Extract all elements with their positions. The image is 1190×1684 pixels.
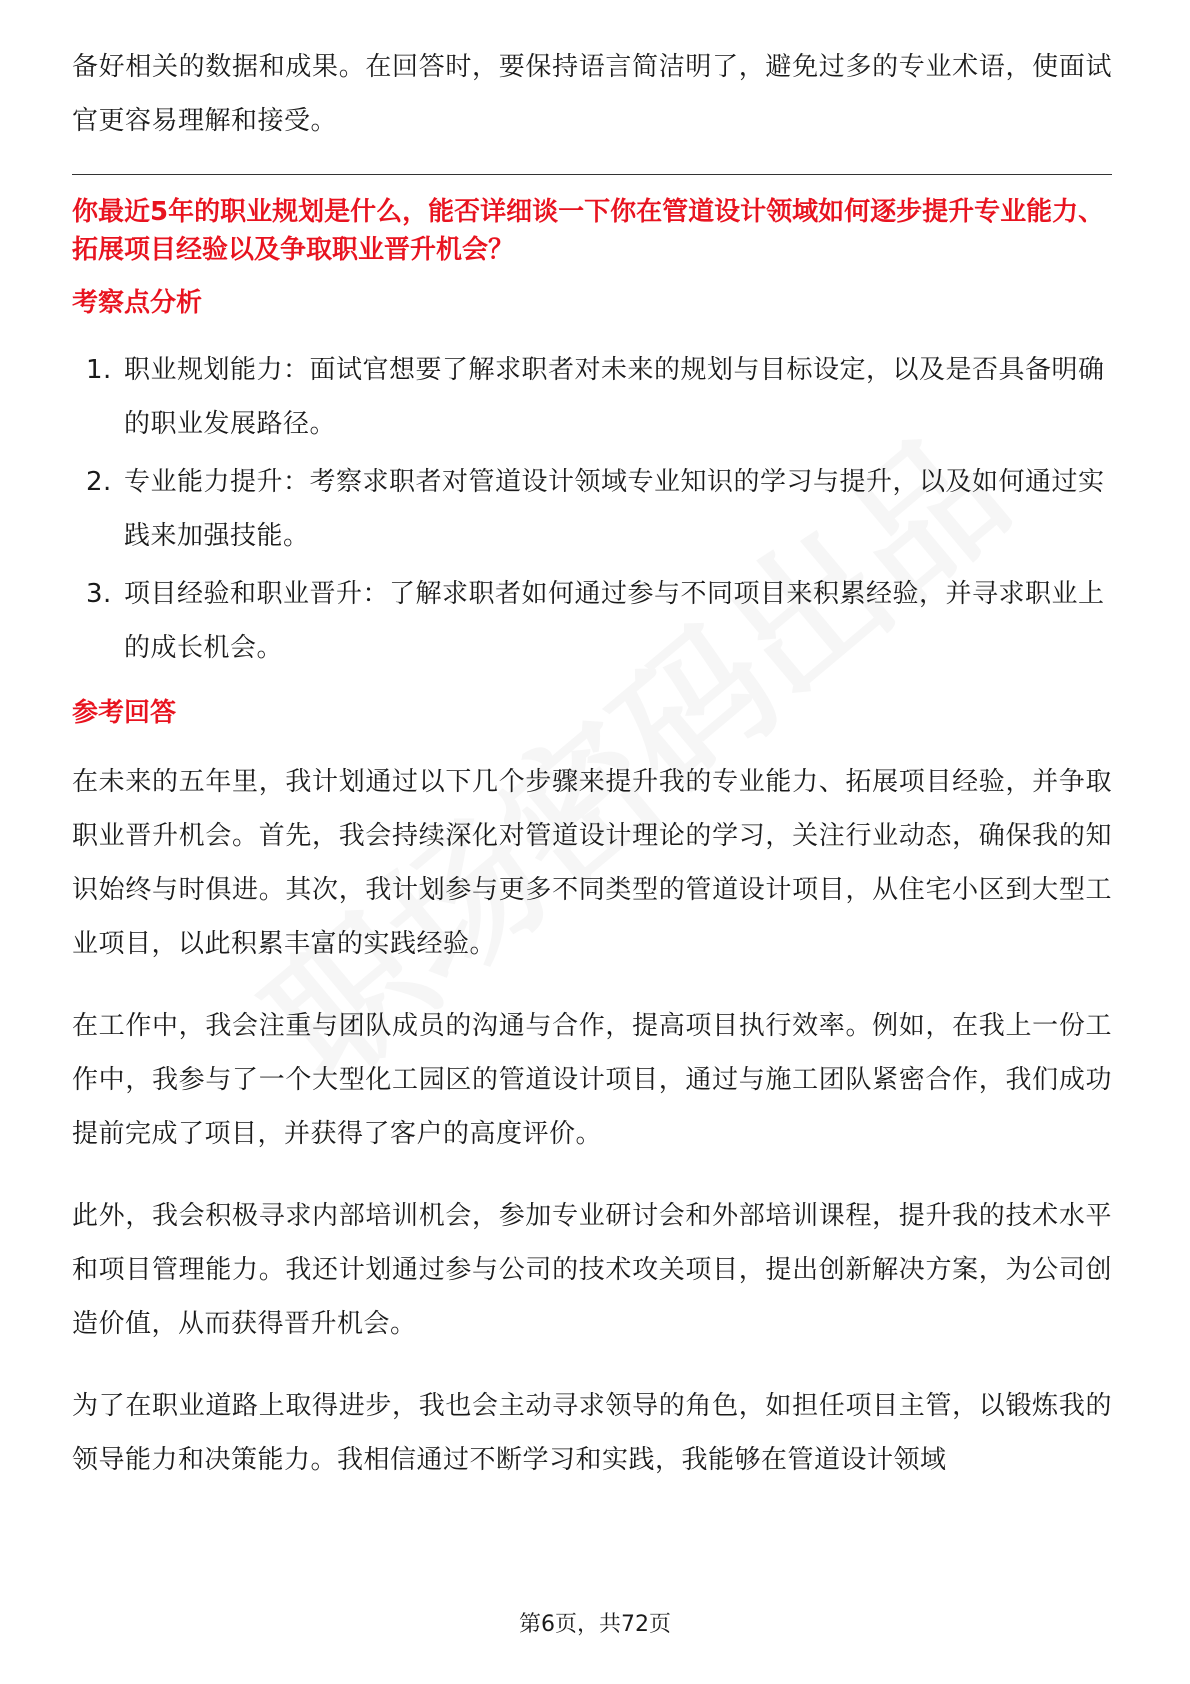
analysis-list xyxy=(72,343,1112,675)
list-item-number: 2. xyxy=(86,467,112,497)
answer-paragraph-2: 在工作中，我会注重与团队成员的沟通与合作，提高项目执行效率。例如，在我上一份工作中，我参与了一个大型化工园区的管道设计项目，通过与施工团队紧密合作，我们成功提前完成了项目，并获得了客户的高度评价。 xyxy=(72,1011,1112,1149)
interview-question: 你最近5年的职业规划是什么，能否详细谈一下你在管道设计领域如何逐步提升专业能力、拓展项目经验以及争取职业晋升机会？ xyxy=(72,197,1105,265)
list-item xyxy=(72,567,1112,675)
answer-paragraph-3: 此外，我会积极寻求内部培训机会，参加专业研讨会和外部培训课程，提升我的技术水平和项目管理能力。我还计划通过参与公司的技术攻关项目，提出创新解决方案，为公司创造价值，从而获得晋升机会。 xyxy=(72,1201,1112,1339)
page-number: 第6页，共72页 xyxy=(519,1612,671,1637)
list-item xyxy=(72,455,1112,563)
list-item-text: 职业规划能力：面试官想要了解求职者对未来的规划与目标设定，以及是否具备明确的职业发展路径。 xyxy=(124,355,1105,439)
intro-paragraph: 备好相关的数据和成果。在回答时，要保持语言简洁明了，避免过多的专业术语，使面试官更容易理解和接受。 xyxy=(72,52,1112,136)
answer-paragraph-1: 在未来的五年里，我计划通过以下几个步骤来提升我的专业能力、拓展项目经验，并争取职业晋升机会。首先，我会持续深化对管道设计理论的学习，关注行业动态，确保我的知识始终与时俱进。其次，我计划参与更多不同类型的管道设计项目，从住宅小区到大型工业项目，以此积累丰富的实践经验。 xyxy=(72,767,1112,959)
analysis-heading: 考察点分析 xyxy=(72,288,203,318)
list-item-number: 1. xyxy=(86,355,112,385)
list-item-text: 项目经验和职业晋升：了解求职者如何通过参与不同项目来积累经验，并寻求职业上的成长机会。 xyxy=(124,579,1105,663)
answer-paragraph-4: 为了在职业道路上取得进步，我也会主动寻求领导的角色，如担任项目主管，以锻炼我的领导能力和决策能力。我相信通过不断学习和实践，我能够在管道设计领域 xyxy=(72,1391,1112,1475)
page-content xyxy=(72,40,1112,1487)
section-divider xyxy=(72,174,1112,175)
answer-heading: 参考回答 xyxy=(72,698,177,728)
list-item xyxy=(72,343,1112,451)
list-item-text: 专业能力提升：考察求职者对管道设计领域专业知识的学习与提升，以及如何通过实践来加强技能。 xyxy=(124,467,1105,551)
list-item-number: 3. xyxy=(86,579,112,609)
